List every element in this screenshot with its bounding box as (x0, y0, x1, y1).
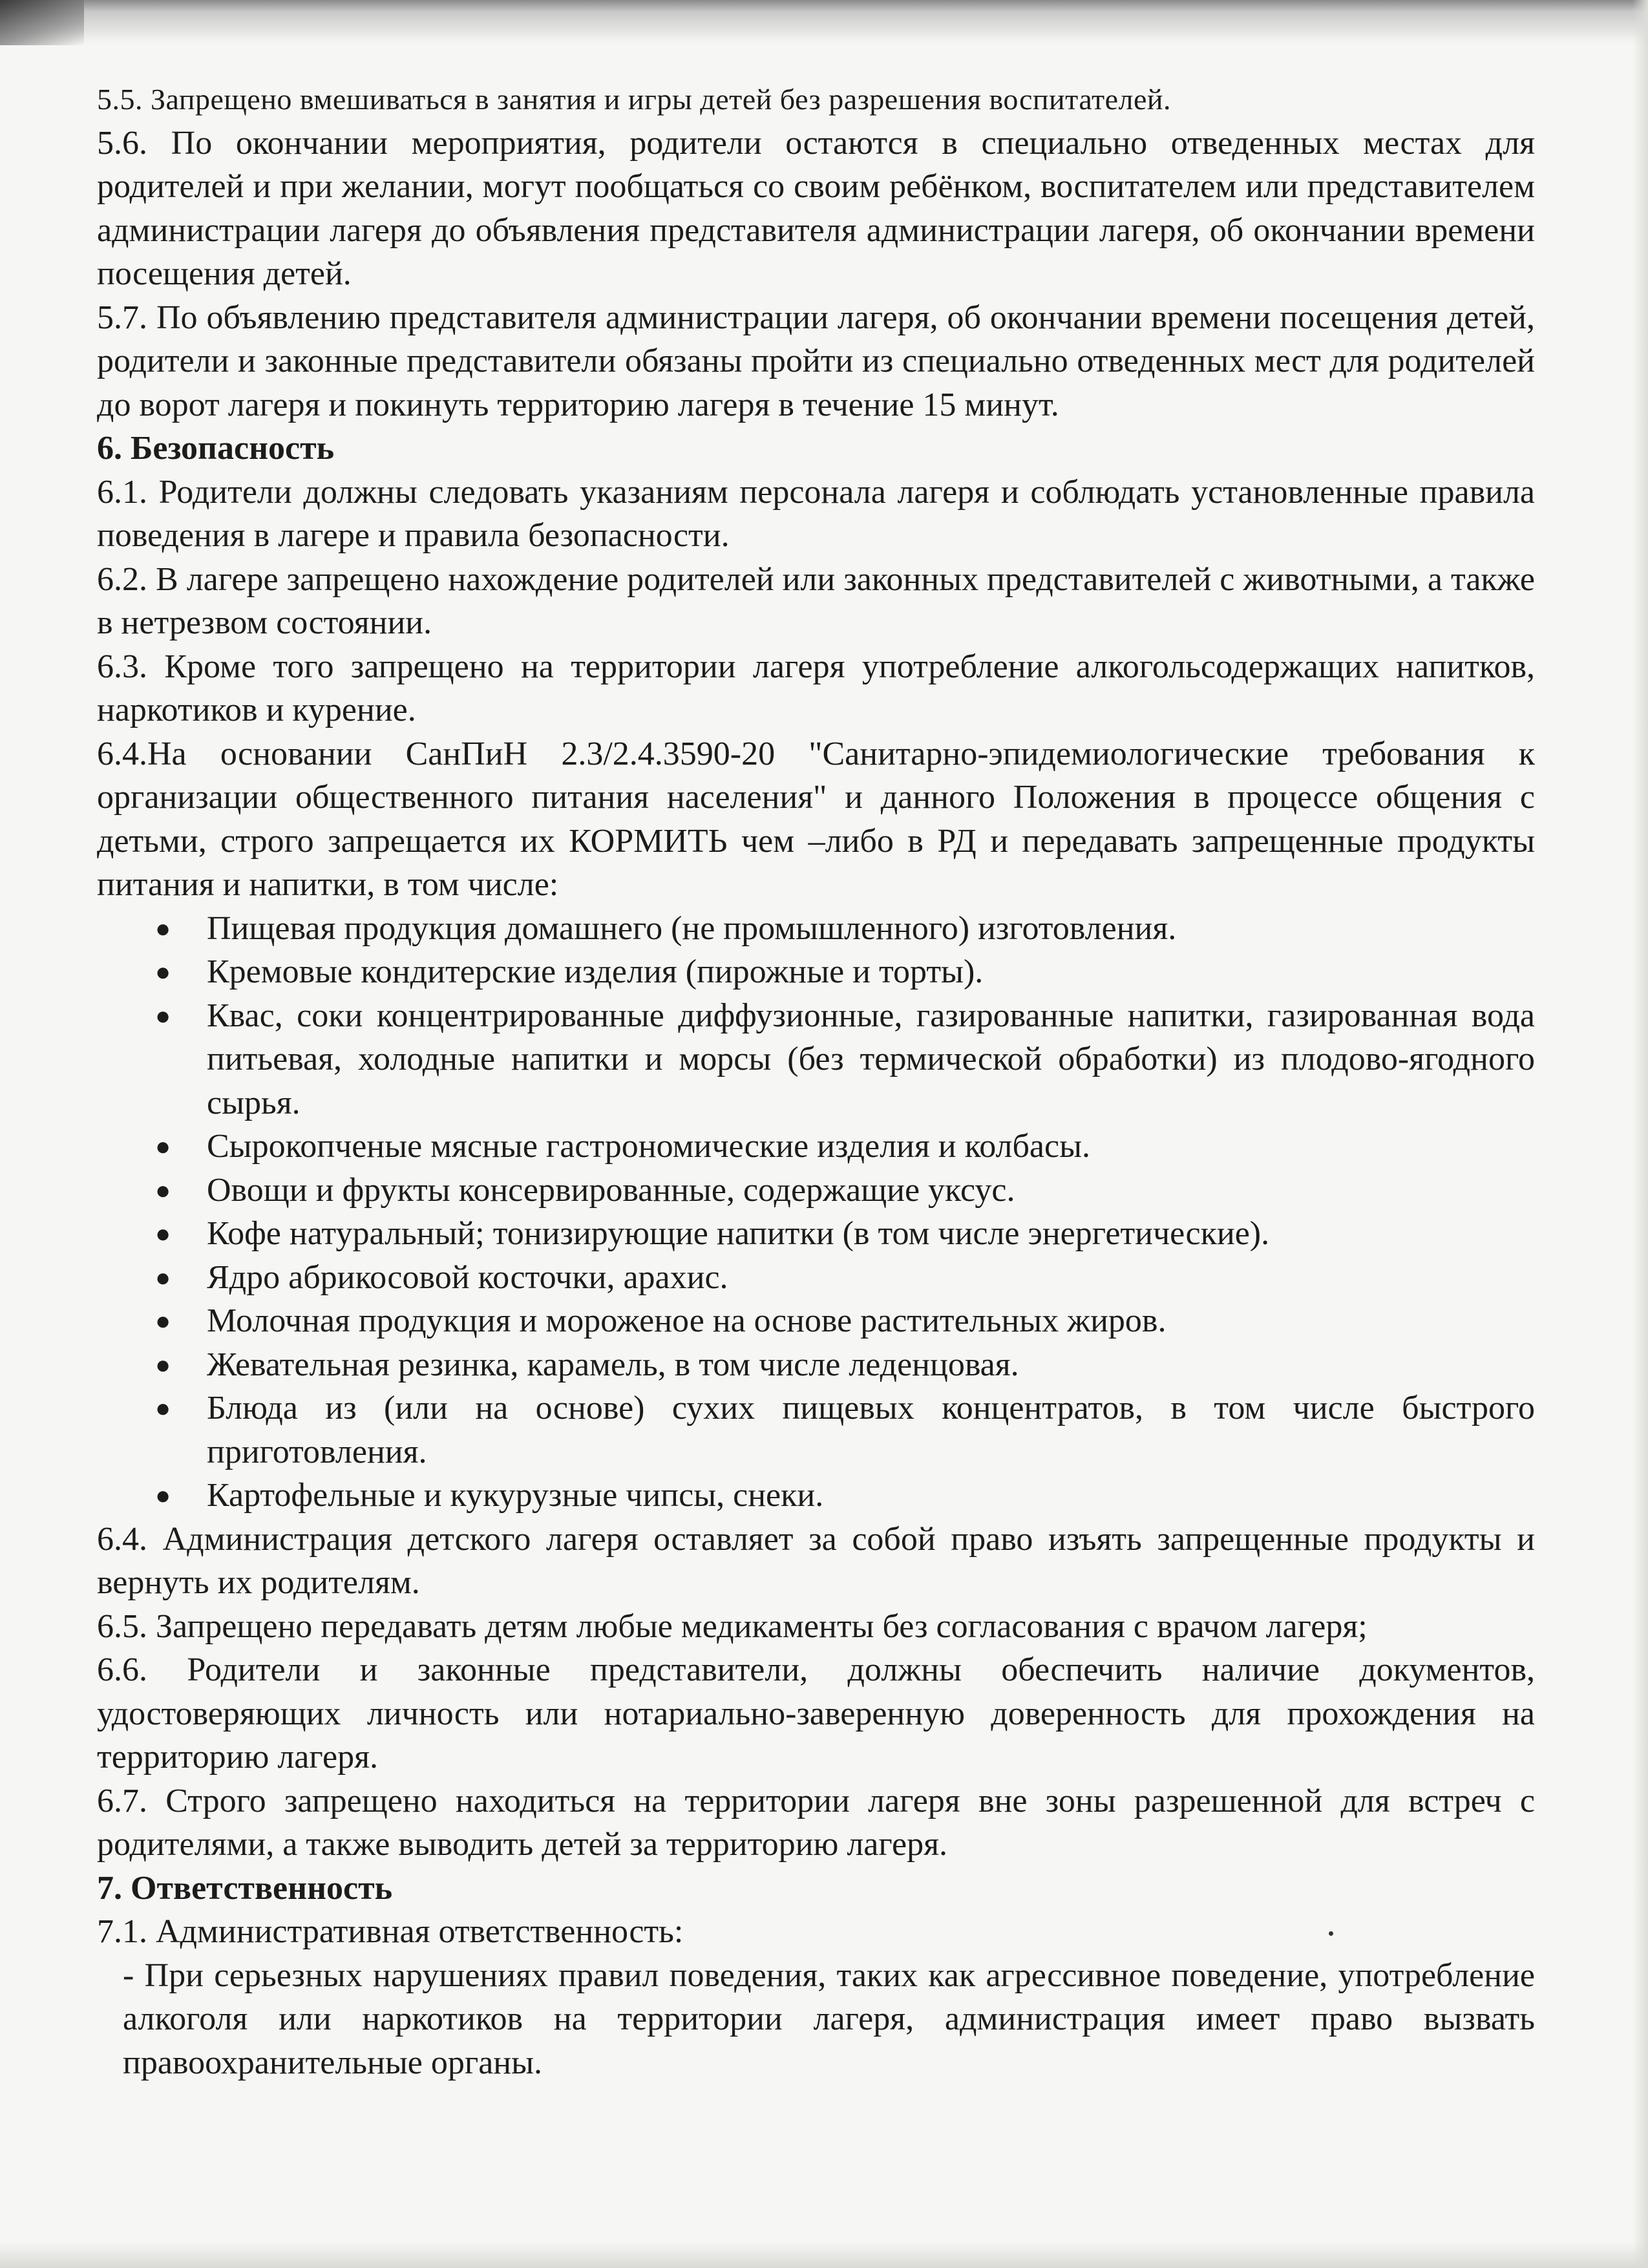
list-item-text: Кремовые кондитерские изделия (пирожные и торты). (207, 953, 984, 990)
paragraph-5-5: 5.5. Запрещено вмешиваться в занятия и игры детей без разрешения воспитателей. (97, 83, 1172, 116)
scan-bottom-edge (0, 2242, 1648, 2268)
bullet-icon: ● (155, 913, 171, 943)
list-item (155, 1299, 1535, 1343)
list-item-text: Кофе натуральный; тонизирующие напитки (в том числе энергетические). (207, 1215, 1270, 1252)
list-item-text: Жевательная резинка, карамель, в том числе леденцовая. (207, 1346, 1019, 1383)
list-item (155, 1212, 1535, 1256)
document-page (97, 78, 1535, 2084)
paragraph-7-1: 7.1. Административная ответственность: (97, 1913, 684, 1950)
section-7-heading: 7. Ответственность (97, 1869, 393, 1907)
paragraph-6-5: 6.5. Запрещено передавать детям любые медикаменты без согласования с врачом лагеря; (97, 1607, 1368, 1645)
paragraph-6-1: 6.1. Родители должны следовать указаниям персонала лагеря и соблюдать установленные правила поведения в лагере и правила безопасности. (97, 473, 1535, 554)
list-item (155, 1386, 1535, 1474)
list-item-text: Ядро абрикосовой косточки, арахис. (207, 1258, 728, 1296)
section-6-heading: 6. Безопасность (97, 430, 335, 467)
paragraph-6-7: 6.7. Строго запрещено находиться на территории лагеря вне зоны разрешенной для встреч с родителями, а также выводить детей за территорию лагеря. (97, 1782, 1535, 1863)
paragraph-6-2: 6.2. В лагере запрещено нахождение родителей или законных представителей с животными, а также в нетрезвом состоянии. (97, 560, 1535, 641)
scan-top-shadow (0, 0, 1648, 45)
paragraph-5-6: 5.6. По окончании мероприятия, родители остаются в специально отведенных местах для родителей и при желании, могут пообщаться со своим ребёнком, воспитателем или представителем администрации лагеря до объявления представителя администрации лагеря, об окончании времени посещения детей. (97, 124, 1535, 292)
list-item-text: Картофельные и кукурузные чипсы, снеки. (207, 1477, 824, 1514)
list-item (155, 1474, 1535, 1518)
bullet-icon: ● (155, 1001, 171, 1030)
paragraph-6-4-intro: 6.4.На основании СанПиН 2.3/2.4.3590-20 "Санитарно-эпидемиологические требования к организации общественного питания населения" и данного Положения в процессе общения с детьми, строго запрещается их КОРМИТЬ чем –либо в РД и передавать запрещенные продукты питания и напитки, в том числе: (97, 735, 1535, 903)
list-item-text: Молочная продукция и мороженое на основе растительных жиров. (207, 1302, 1167, 1339)
list-item (155, 907, 1535, 951)
paragraph-6-6: 6.6. Родители и законные представители, должны обеспечить наличие документов, удостоверяющих личность или нотариально-заверенную доверенность для прохождения на территорию лагеря. (97, 1651, 1535, 1775)
list-item-text: Сырокопченые мясные гастрономические изделия и колбасы. (207, 1128, 1091, 1165)
paragraph-6-4-admin: 6.4. Администрация детского лагеря оставляет за собой право изъять запрещенные продукты и вернуть их родителям. (97, 1520, 1535, 1601)
list-item (155, 1343, 1535, 1387)
prohibited-foods-list (97, 907, 1535, 1518)
scan-speck (1329, 1931, 1333, 1936)
list-item (155, 1125, 1535, 1169)
scan-corner-shadow (0, 0, 84, 45)
list-item-text: Овощи и фрукты консервированные, содержащие уксус. (207, 1171, 1015, 1209)
list-item (155, 1169, 1535, 1213)
bullet-icon: ● (155, 1481, 171, 1510)
bullet-icon: ● (155, 1350, 171, 1379)
list-item (155, 1256, 1535, 1300)
bullet-icon: ● (155, 957, 171, 986)
list-item (155, 950, 1535, 994)
list-item-text: Квас, соки концентрированные диффузионные, газированные напитки, газированная вода питьевая, холодные напитки и морсы (без термической обработки) из плодово-ягодного сырья. (207, 997, 1535, 1121)
list-item-text: Пищевая продукция домашнего (не промышленного) изготовления. (207, 909, 1177, 947)
scan-right-edge (1632, 0, 1648, 2268)
bullet-icon: ● (155, 1175, 171, 1205)
bullet-icon: ● (155, 1132, 171, 1161)
bullet-icon: ● (155, 1306, 171, 1335)
list-item-text: Блюда из (или на основе) сухих пищевых концентратов, в том числе быстрого приготовления. (207, 1390, 1535, 1470)
bullet-icon: ● (155, 1394, 171, 1423)
paragraph-7-1-detail: - При серьезных нарушениях правил поведения, таких как агрессивное поведение, употребление алкоголя или наркотиков на территории лагеря, администрация имеет право вызвать правоохранительные органы. (123, 1956, 1535, 2081)
paragraph-5-7: 5.7. По объявлению представителя администрации лагеря, об окончании времени посещения детей, родители и законные представители обязаны пройти из специально отведенных мест для родителей до ворот лагеря и покинуть территорию лагеря в течение 15 минут. (97, 299, 1535, 423)
paragraph-6-3: 6.3. Кроме того запрещено на территории лагеря употребление алкогольсодержащих напитков, наркотиков и курение. (97, 648, 1535, 728)
bullet-icon: ● (155, 1219, 171, 1248)
list-item (155, 994, 1535, 1125)
bullet-icon: ● (155, 1262, 171, 1292)
